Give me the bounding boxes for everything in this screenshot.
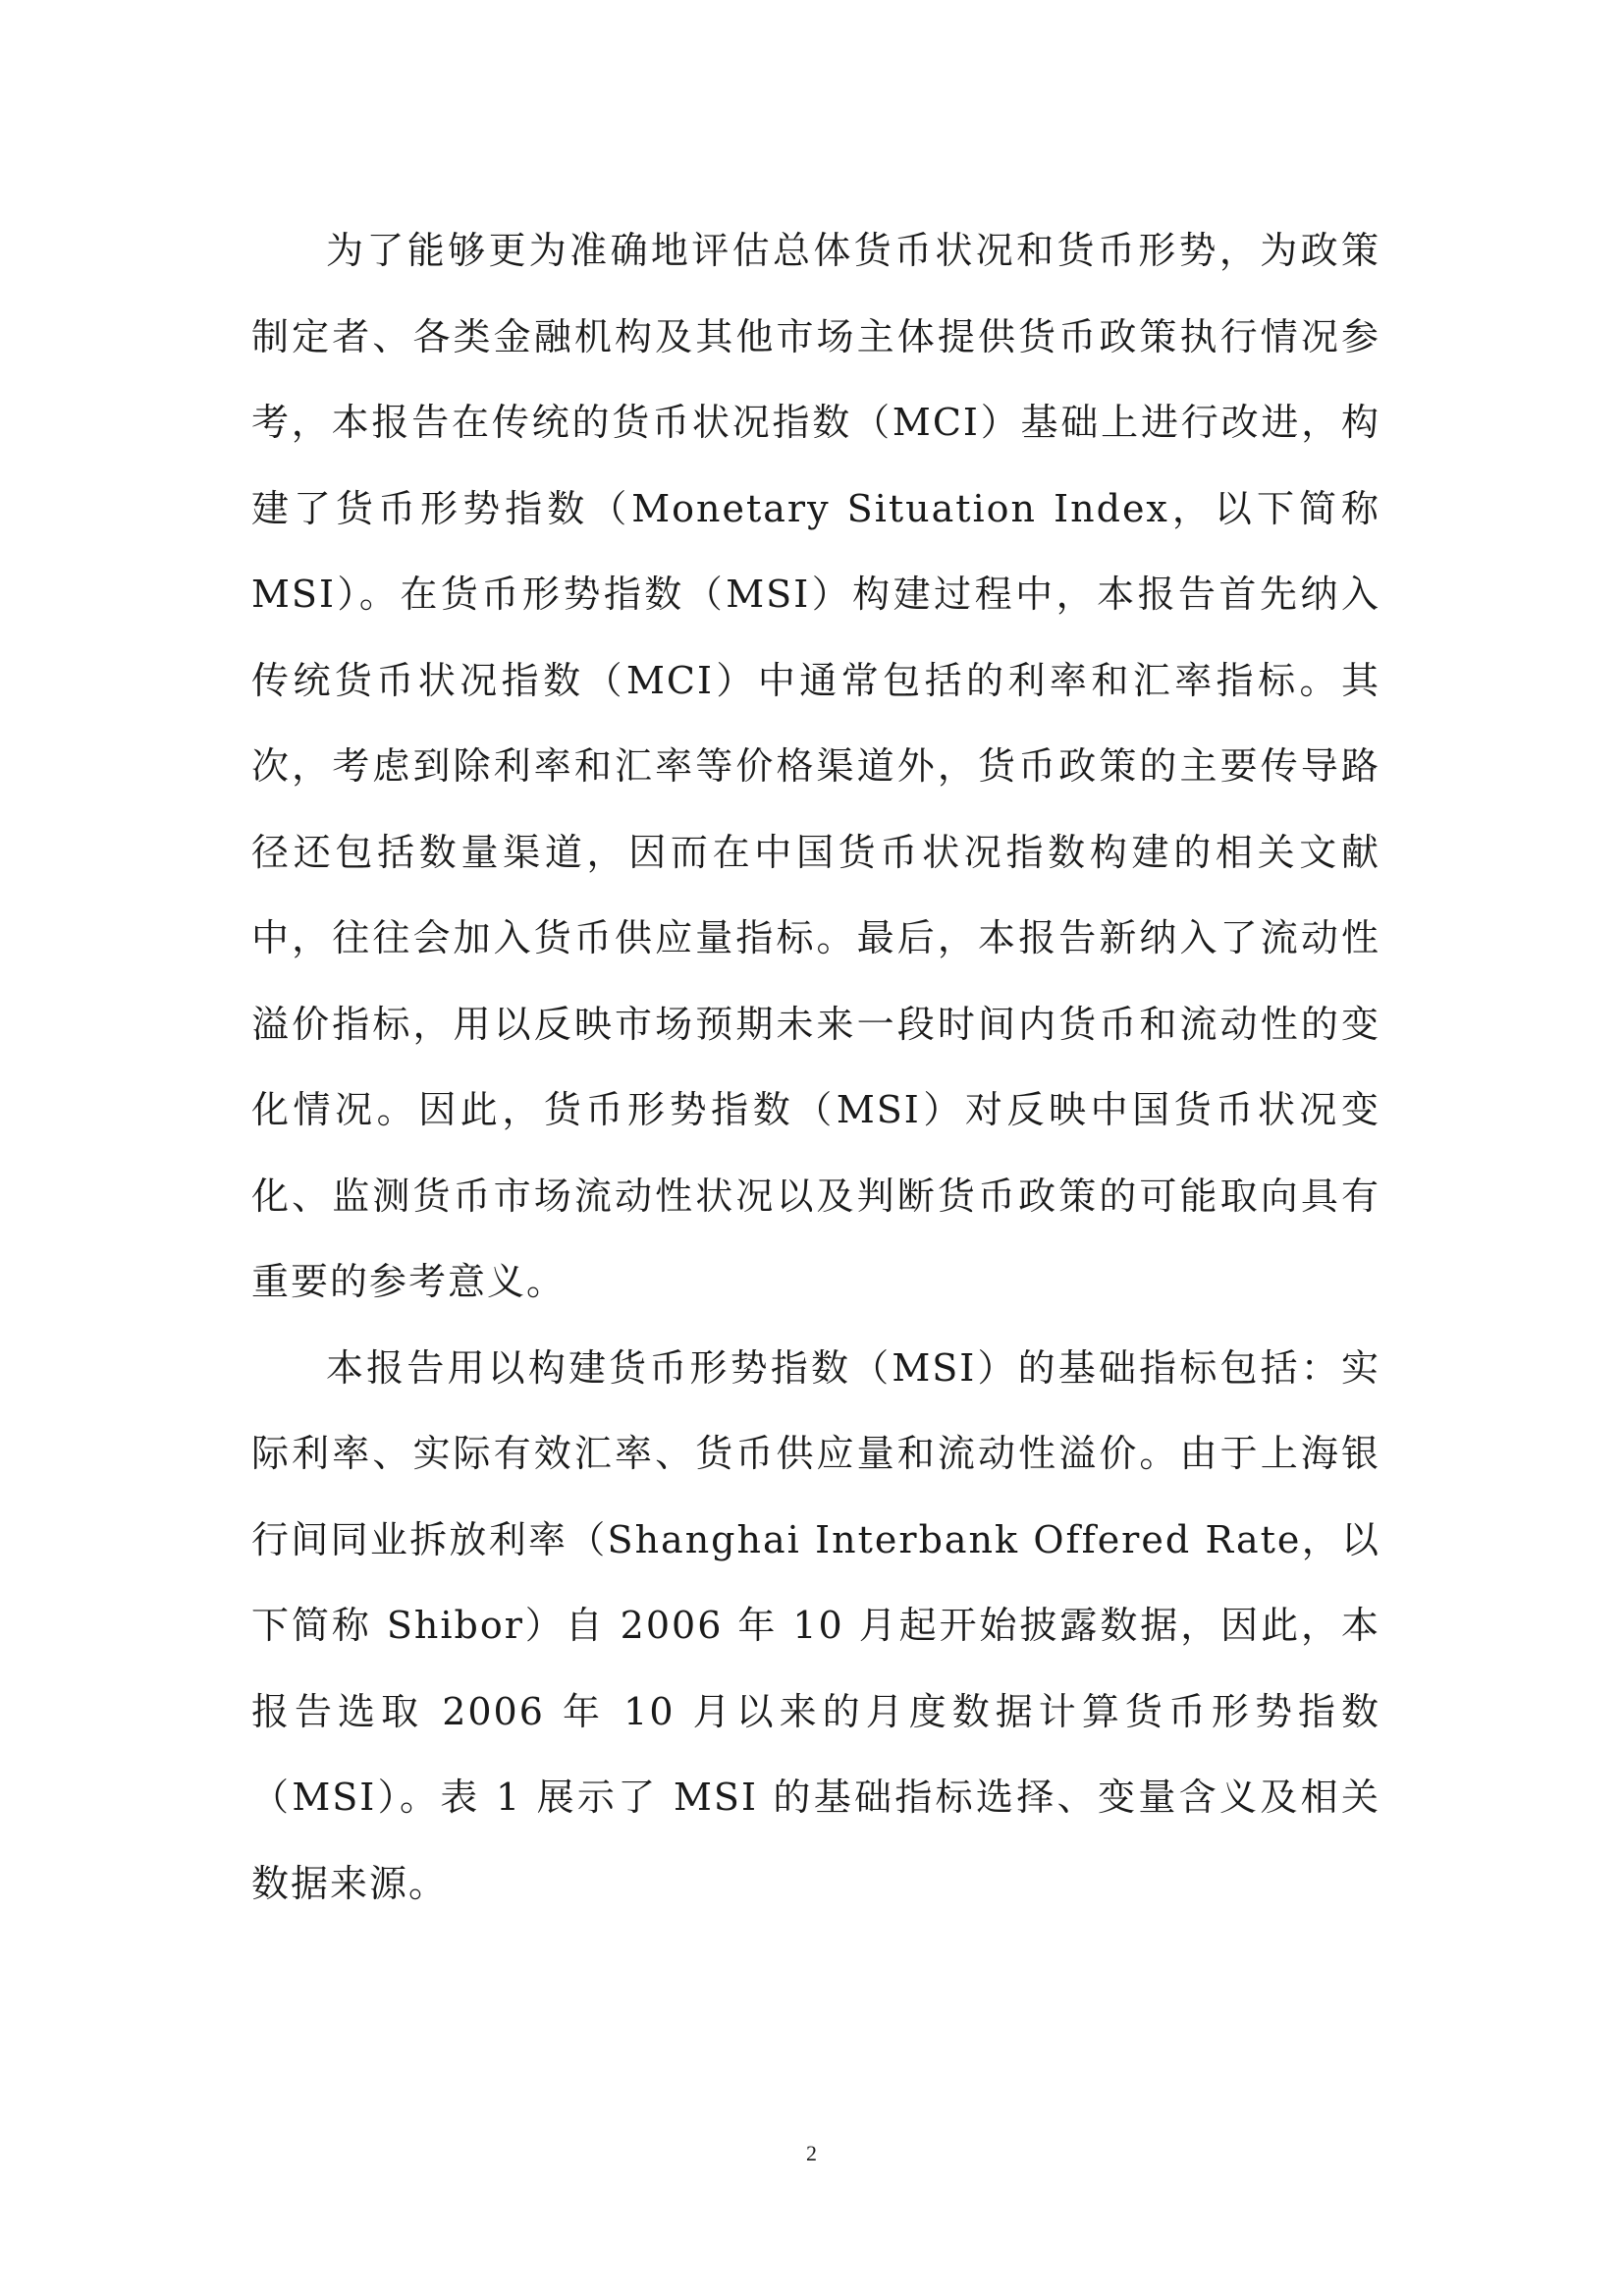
page-number: 2: [806, 2141, 817, 2165]
paragraph-msi-indicators: 本报告用以构建货币形势指数（MSI）的基础指标包括：实际利率、实际有效汇率、货币供应量和流动性溢价。由于上海银行间同业拆放利率（Shanghai Interbank Offered Rate，以下简称 Shibor）自 2006 年 10 月起开始披露数据，因此，本报告选取 2006 年 10 月以来的月度数据计算货币形势指数（MSI）。表 1 展示了 MSI 的基础指标选择、变量含义及相关数据来源。: [251, 1345, 1380, 1905]
paragraph-msi-introduction: 为了能够更为准确地评估总体货币状况和货币形势，为政策制定者、各类金融机构及其他市场主体提供货币政策执行情况参考，本报告在传统的货币状况指数（MCI）基础上进行改进，构建了货币形势指数（Monetary Situation Index，以下简称 MSI）。在货币形势指数（MSI）构建过程中，本报告首先纳入传统货币状况指数（MCI）中通常包括的利率和汇率指标。其次，考虑到除利率和汇率等价格渠道外，货币政策的主要传导路径还包括数量渠道，因而在中国货币状况指数构建的相关文献中，往往会加入货币供应量指标。最后，本报告新纳入了流动性溢价指标，用以反映市场预期未来一段时间内货币和流动性的变化情况。因此，货币形势指数（MSI）对反映中国货币状况变化、监测货币市场流动性状况以及判断货币政策的可能取向具有重要的参考意义。: [251, 229, 1380, 1303]
body-text: [251, 208, 1380, 1927]
